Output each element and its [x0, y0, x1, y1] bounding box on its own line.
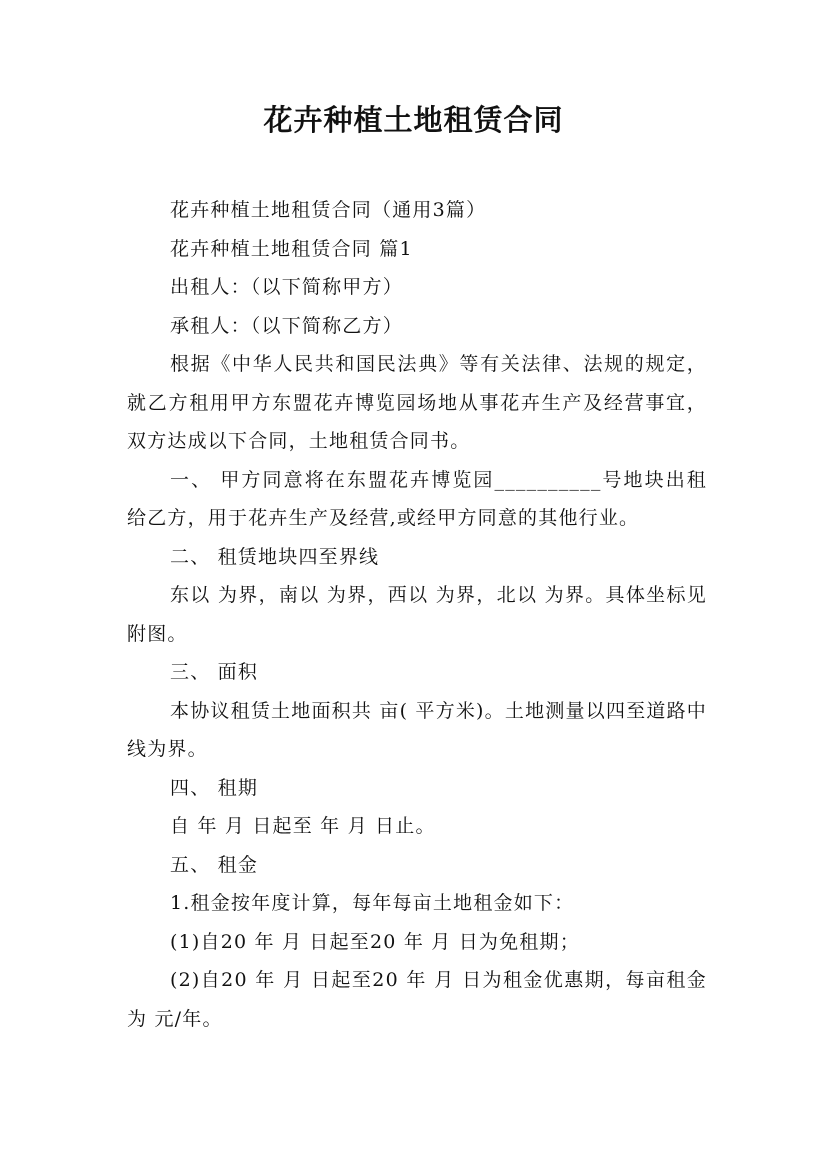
paragraph-lessor: 出租人：（以下简称甲方） — [170, 276, 403, 298]
paragraph-clause-5-item-1-sub-2: (2)自20 年 月 日起至20 年 月 日为租金优惠期，每亩租金为 元/年。 — [127, 969, 707, 1030]
document-body — [127, 191, 707, 1038]
paragraph-part-heading: 花卉种植土地租赁合同 篇1 — [170, 237, 413, 260]
paragraph-clause-3-heading: 三、 面积 — [170, 661, 259, 683]
paragraph-clause-4-heading: 四、 租期 — [170, 776, 259, 799]
paragraph-clause-1: 一、 甲方同意将在东盟花卉博览园__________号地块出租给乙方，用于花卉生产及经营,或经甲方同意的其他行业。 — [127, 468, 707, 529]
paragraph-clause-2-body: 东以 为界，南以 为界，西以 为界，北以 为界。具体坐标见附图。 — [127, 584, 707, 645]
paragraph-clause-2-heading: 二、 租赁地块四至界线 — [170, 545, 380, 568]
paragraph-clause-5-item-1: 1.租金按年度计算，每年每亩土地租金如下： — [170, 892, 575, 914]
paragraph-clause-4-body: 自 年 月 日起至 年 月 日止。 — [170, 815, 436, 837]
paragraph-preamble: 根据《中华人民共和国民法典》等有关法律、法规的规定，就乙方租用甲方东盟花卉博览园场地从事花卉生产及经营事宜，双方达成以下合同，土地租赁合同书。 — [127, 353, 707, 452]
paragraph-clause-5-heading: 五、 租金 — [170, 853, 259, 876]
paragraph-clause-5-item-1-sub-1: (1)自20 年 月 日起至20 年 月 日为免租期； — [170, 930, 580, 953]
paragraph-lessee: 承租人：（以下简称乙方） — [170, 314, 403, 337]
paragraph-subtitle: 花卉种植土地租赁合同（通用3篇） — [170, 199, 487, 221]
document-title: 花卉种植土地租赁合同 — [263, 103, 564, 137]
paragraph-clause-3-body: 本协议租赁土地面积共 亩( 平方米)。土地测量以四至道路中线为界。 — [127, 699, 707, 760]
